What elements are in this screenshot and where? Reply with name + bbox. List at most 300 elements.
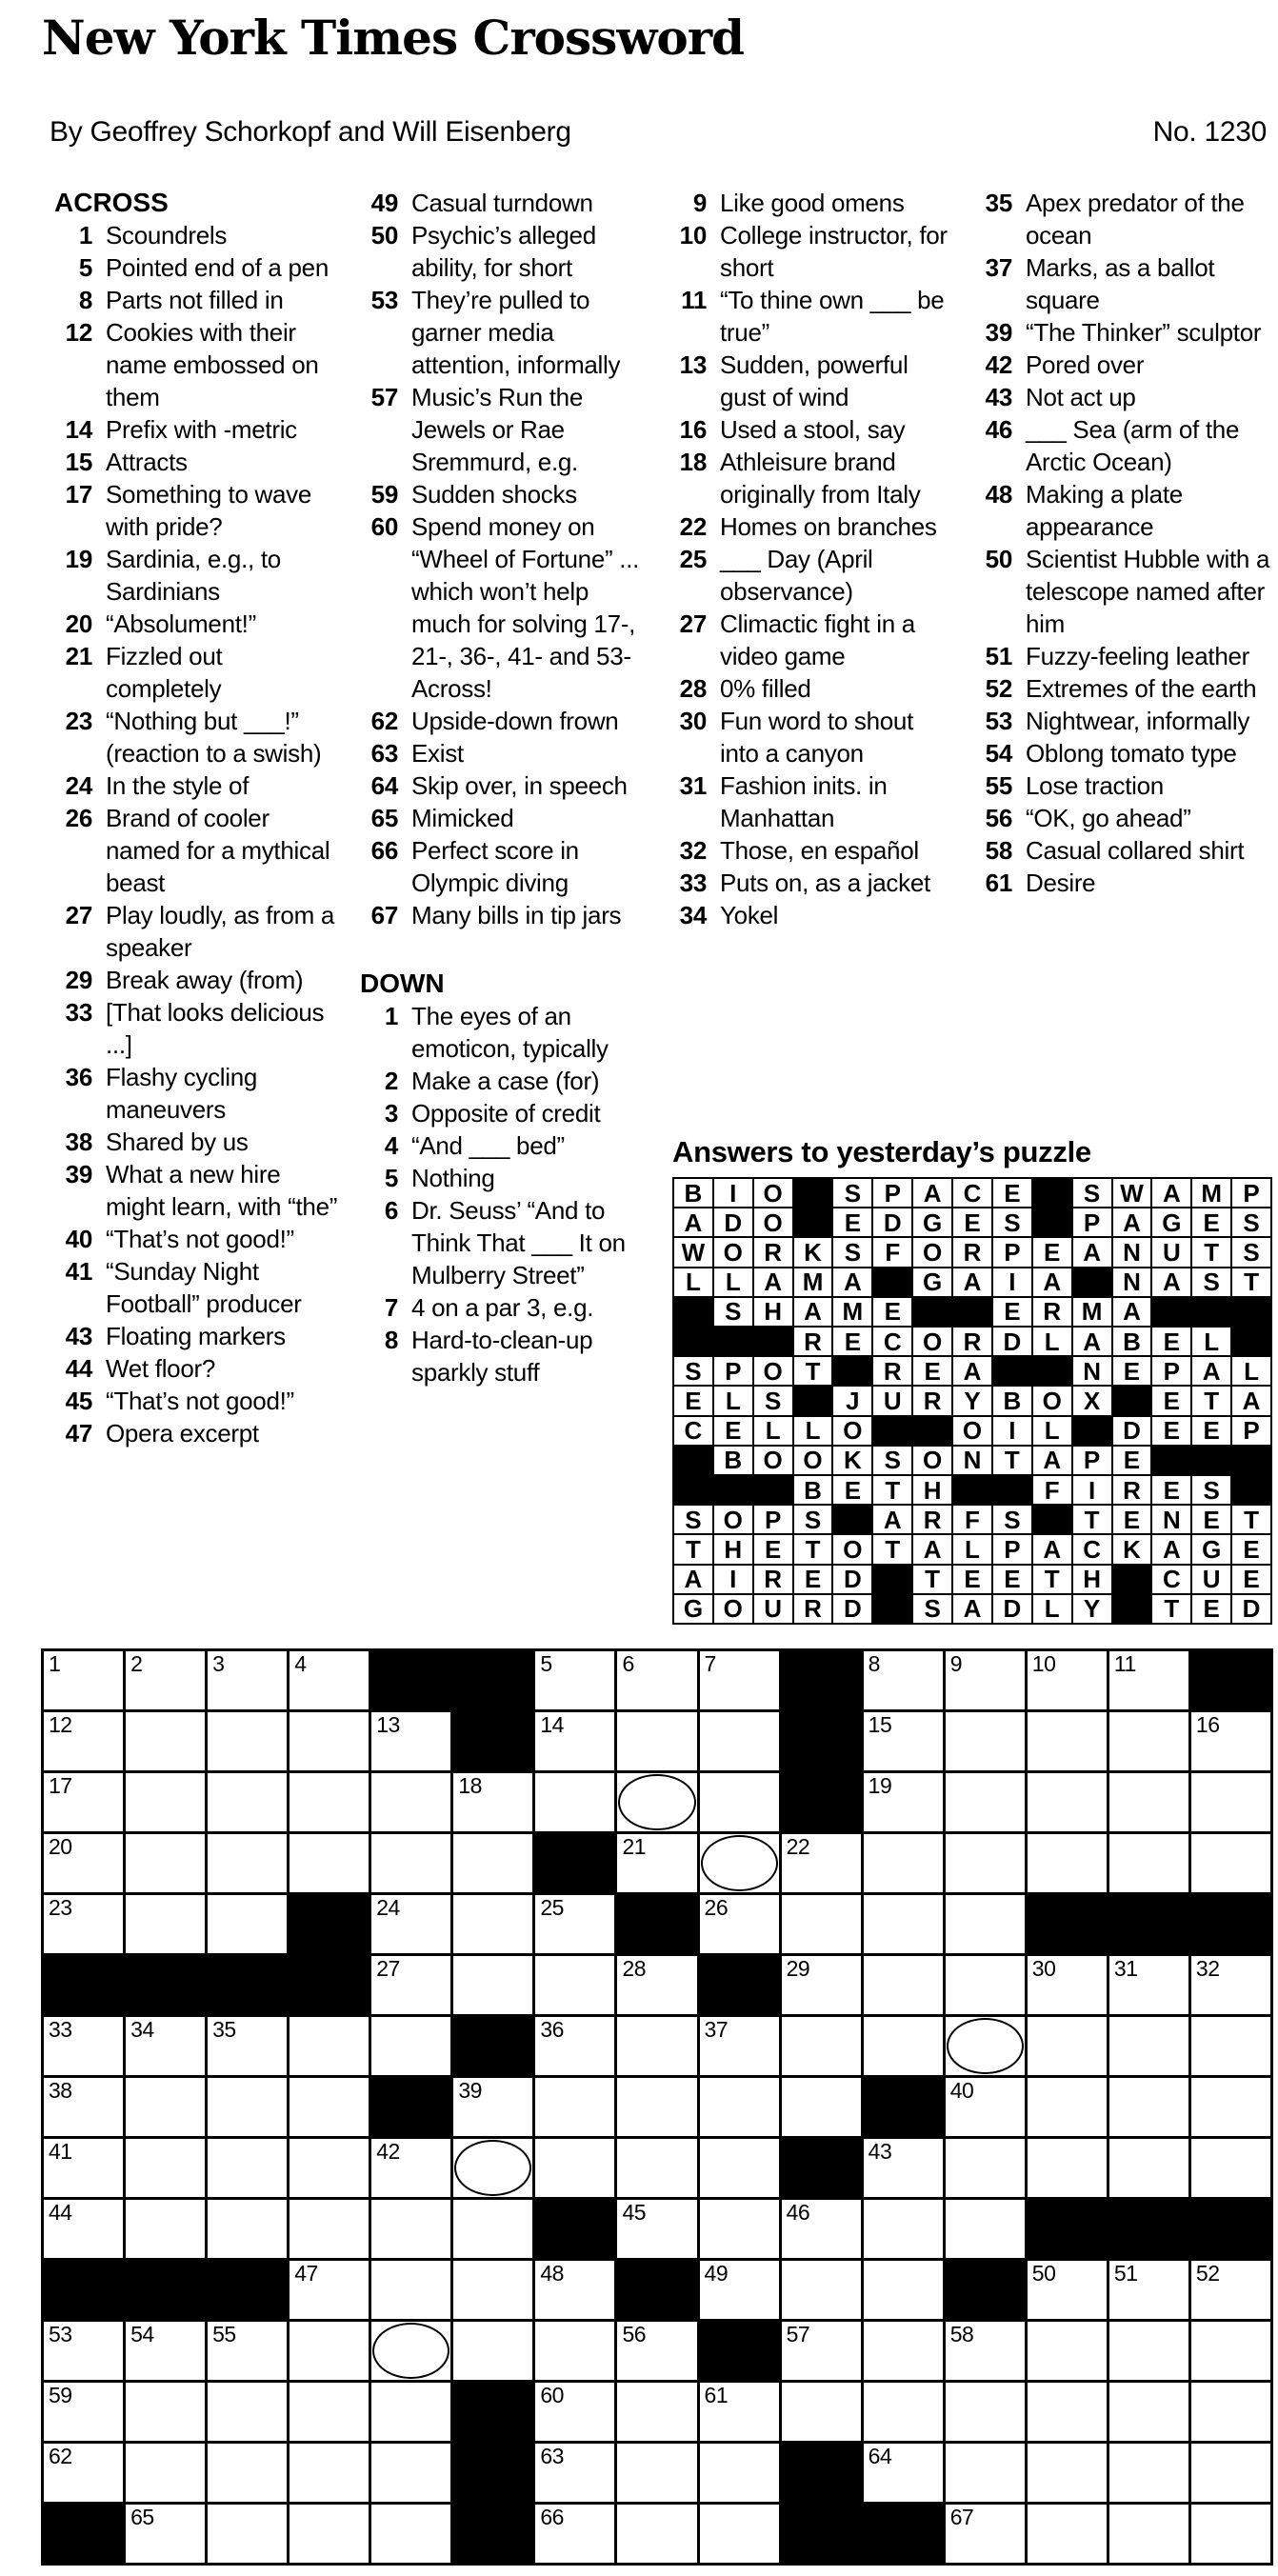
puzzle-cell[interactable] — [1028, 2078, 1107, 2136]
puzzle-cell[interactable] — [44, 2200, 123, 2258]
clue-item — [360, 1162, 649, 1194]
puzzle-cell[interactable] — [946, 1895, 1025, 1953]
puzzle-cell[interactable] — [44, 1712, 123, 1770]
answer-letter-cell: E — [1152, 1476, 1190, 1504]
puzzle-cell[interactable] — [864, 2200, 943, 2258]
clue-item — [54, 1320, 344, 1352]
answer-letter-cell: M — [833, 1298, 871, 1326]
puzzle-cell[interactable] — [126, 1712, 205, 1770]
puzzle-cell[interactable] — [864, 1773, 943, 1831]
answer-black-cell — [833, 1357, 871, 1385]
answer-letter-cell: G — [913, 1208, 951, 1236]
puzzle-cell[interactable] — [126, 2139, 205, 2197]
clue-item — [54, 1352, 344, 1385]
puzzle-cell[interactable] — [1191, 2261, 1270, 2319]
circle-marker — [947, 2018, 1024, 2074]
puzzle-cell[interactable] — [700, 1773, 779, 1831]
puzzle-cell[interactable] — [1109, 1956, 1188, 2014]
puzzle-cell[interactable] — [1028, 2322, 1107, 2380]
puzzle-cell[interactable] — [864, 1651, 943, 1709]
puzzle-cell[interactable] — [208, 1773, 287, 1831]
puzzle-cell[interactable] — [782, 1956, 861, 2014]
puzzle-cell[interactable] — [864, 1834, 943, 1892]
puzzle-cell[interactable] — [864, 2139, 943, 2197]
clue-item — [974, 705, 1278, 737]
puzzle-cell[interactable] — [44, 1773, 123, 1831]
puzzle-cell[interactable] — [1191, 2383, 1270, 2441]
puzzle-cell[interactable] — [290, 1651, 369, 1709]
puzzle-cell[interactable] — [1191, 1956, 1270, 2014]
clue-item — [974, 672, 1278, 705]
clue-text: 4 on a par 3, e.g. — [411, 1293, 594, 1322]
puzzle-cell[interactable] — [782, 1834, 861, 1892]
puzzle-cell[interactable] — [126, 1651, 205, 1709]
puzzle-cell[interactable] — [1028, 2017, 1107, 2075]
puzzle-cell[interactable] — [290, 2139, 369, 2197]
answer-black-cell — [1192, 1447, 1230, 1474]
puzzle-cell[interactable] — [290, 1712, 369, 1770]
puzzle-cell[interactable] — [290, 1773, 369, 1831]
puzzle-cell[interactable] — [290, 2017, 369, 2075]
answer-black-cell — [1232, 1328, 1270, 1355]
puzzle-cell[interactable] — [782, 2322, 861, 2380]
clue-text: Flashy cycling maneuvers — [106, 1063, 258, 1124]
clue-item — [974, 737, 1278, 769]
puzzle-cell[interactable] — [700, 2444, 779, 2502]
clue-text: Scientist Hubble with a telescope named after him — [1026, 545, 1270, 638]
puzzle-cell[interactable] — [371, 2444, 450, 2502]
puzzle-cell[interactable] — [864, 1895, 943, 1953]
puzzle-cell[interactable] — [700, 2505, 779, 2563]
answer-black-cell — [1113, 1595, 1151, 1623]
clue-column-2 — [360, 187, 649, 1388]
answer-letter-cell: U — [1152, 1238, 1190, 1266]
puzzle-cell[interactable] — [208, 2444, 287, 2502]
puzzle-cell[interactable] — [290, 2261, 369, 2319]
puzzle-cell[interactable] — [946, 2505, 1025, 2563]
puzzle-cell[interactable] — [371, 1834, 450, 1892]
answer-letter-cell: U — [754, 1595, 792, 1623]
answer-letter-cell: A — [754, 1268, 792, 1296]
puzzle-cell[interactable] — [44, 1834, 123, 1892]
puzzle-cell[interactable] — [126, 2383, 205, 2441]
puzzle-cell[interactable] — [946, 1834, 1025, 1892]
puzzle-cell[interactable] — [617, 2505, 696, 2563]
clue-item — [974, 251, 1278, 316]
puzzle-cell[interactable] — [371, 2139, 450, 2197]
puzzle-number: No. 1230 — [1152, 116, 1267, 148]
puzzle-cell[interactable] — [1109, 2383, 1188, 2441]
clue-text: Not act up — [1026, 383, 1136, 411]
puzzle-cell[interactable] — [1191, 2017, 1270, 2075]
puzzle-cell[interactable] — [208, 1651, 287, 1709]
puzzle-cell[interactable] — [44, 2078, 123, 2136]
clue-text: Prefix with -metric — [106, 415, 297, 444]
cell-number: 37 — [704, 2017, 729, 2042]
puzzle-cell[interactable] — [535, 2261, 614, 2319]
answer-letter-cell: T — [674, 1535, 712, 1563]
puzzle-cell[interactable] — [1191, 2505, 1270, 2563]
clue-number: 40 — [65, 1225, 92, 1253]
cell-number: 63 — [540, 2444, 564, 2468]
puzzle-cell[interactable] — [700, 2383, 779, 2441]
puzzle-cell[interactable] — [1028, 1773, 1107, 1831]
puzzle-cell[interactable] — [782, 1895, 861, 1953]
answer-black-cell — [674, 1298, 712, 1326]
answer-letter-cell: D — [993, 1595, 1031, 1623]
puzzle-cell[interactable] — [1028, 2261, 1107, 2319]
puzzle-cell[interactable] — [1191, 2139, 1270, 2197]
puzzle-cell[interactable] — [535, 1895, 614, 1953]
clue-number: 2 — [384, 1067, 398, 1095]
puzzle-cell[interactable] — [208, 2200, 287, 2258]
clue-item — [974, 413, 1278, 478]
puzzle-cell[interactable] — [371, 2017, 450, 2075]
answer-letter-cell: A — [1113, 1208, 1151, 1236]
puzzle-cell[interactable] — [126, 2322, 205, 2380]
puzzle-cell[interactable] — [371, 1773, 450, 1831]
puzzle-cell[interactable] — [782, 2261, 861, 2319]
clue-item — [669, 705, 958, 769]
clue-text: “Nothing but ___!” (reaction to a swish) — [106, 707, 322, 768]
puzzle-cell[interactable] — [453, 1956, 532, 2014]
puzzle-cell[interactable] — [1028, 2505, 1107, 2563]
answer-letter-cell: E — [873, 1298, 911, 1326]
answer-letter-cell: M — [1192, 1179, 1230, 1207]
puzzle-cell[interactable] — [1109, 2139, 1188, 2197]
clue-number: 20 — [65, 609, 92, 638]
puzzle-cell[interactable] — [946, 2078, 1025, 2136]
answer-letter-cell: R — [794, 1595, 832, 1623]
answer-black-cell — [953, 1476, 991, 1504]
puzzle-cell[interactable] — [126, 2200, 205, 2258]
puzzle-cell[interactable] — [1109, 2017, 1188, 2075]
clue-text: Casual collared shirt — [1026, 836, 1245, 865]
clue-text: Pored over — [1026, 350, 1145, 379]
puzzle-black-cell — [700, 1956, 779, 2014]
puzzle-cell[interactable] — [208, 2139, 287, 2197]
puzzle-cell[interactable] — [453, 2200, 532, 2258]
puzzle-cell[interactable] — [290, 2078, 369, 2136]
cell-number: 67 — [949, 2505, 974, 2529]
puzzle-cell[interactable] — [208, 1834, 287, 1892]
puzzle-cell[interactable] — [782, 2383, 861, 2441]
puzzle-cell[interactable] — [864, 2444, 943, 2502]
puzzle-cell[interactable] — [208, 2383, 287, 2441]
puzzle-cell[interactable] — [290, 1834, 369, 1892]
clue-number: 51 — [985, 642, 1012, 670]
puzzle-cell[interactable] — [1109, 2322, 1188, 2380]
cell-number: 66 — [540, 2505, 564, 2529]
puzzle-cell[interactable] — [1028, 1651, 1107, 1709]
clue-text: Attracts — [106, 448, 188, 476]
puzzle-cell[interactable] — [290, 2505, 369, 2563]
puzzle-cell[interactable] — [535, 2505, 614, 2563]
puzzle-cell[interactable] — [453, 2078, 532, 2136]
puzzle-cell[interactable] — [453, 2139, 532, 2197]
puzzle-cell[interactable] — [1028, 1956, 1107, 2014]
page-title: New York Times Crossword — [42, 10, 745, 66]
answer-letter-cell: E — [754, 1535, 792, 1563]
puzzle-cell[interactable] — [1109, 1773, 1188, 1831]
answer-letter-cell: A — [833, 1268, 871, 1296]
clue-item — [360, 834, 649, 899]
puzzle-cell[interactable] — [371, 1895, 450, 1953]
puzzle-cell[interactable] — [126, 2444, 205, 2502]
puzzle-black-cell — [782, 2444, 861, 2502]
puzzle-cell[interactable] — [782, 2078, 861, 2136]
answer-letter-cell: E — [953, 1208, 991, 1236]
puzzle-cell[interactable] — [1028, 1834, 1107, 1892]
puzzle-cell[interactable] — [371, 2383, 450, 2441]
puzzle-cell[interactable] — [617, 2444, 696, 2502]
puzzle-cell[interactable] — [44, 2017, 123, 2075]
puzzle-cell[interactable] — [1028, 2383, 1107, 2441]
puzzle-cell[interactable] — [535, 2444, 614, 2502]
answer-black-cell — [1232, 1447, 1270, 1474]
clue-item — [360, 802, 649, 834]
clue-number: 1 — [384, 1002, 398, 1030]
answer-letter-cell: P — [714, 1357, 752, 1385]
cell-number: 27 — [376, 1956, 400, 1981]
puzzle-cell[interactable] — [126, 2017, 205, 2075]
puzzle-cell[interactable] — [453, 1834, 532, 1892]
puzzle-cell[interactable] — [1109, 2261, 1188, 2319]
puzzle-cell[interactable] — [290, 2200, 369, 2258]
puzzle-cell[interactable] — [371, 1956, 450, 2014]
puzzle-cell[interactable] — [946, 1773, 1025, 1831]
puzzle-cell[interactable] — [946, 2139, 1025, 2197]
puzzle-cell[interactable] — [1191, 1834, 1270, 1892]
puzzle-cell[interactable] — [946, 2322, 1025, 2380]
puzzle-cell[interactable] — [1191, 1712, 1270, 1770]
puzzle-cell[interactable] — [371, 2505, 450, 2563]
puzzle-cell[interactable] — [946, 2383, 1025, 2441]
puzzle-cell[interactable] — [126, 2078, 205, 2136]
puzzle-cell[interactable] — [126, 1834, 205, 1892]
clue-number: 30 — [679, 707, 707, 735]
puzzle-black-cell — [946, 2261, 1025, 2319]
puzzle-cell[interactable] — [453, 1895, 532, 1953]
puzzle-cell[interactable] — [44, 2139, 123, 2197]
puzzle-cell[interactable] — [946, 1956, 1025, 2014]
puzzle-cell[interactable] — [1028, 2139, 1107, 2197]
puzzle-cell[interactable] — [1191, 2322, 1270, 2380]
puzzle-cell[interactable] — [1191, 1773, 1270, 1831]
puzzle-cell[interactable] — [126, 1895, 205, 1953]
clue-number: 54 — [985, 739, 1012, 768]
puzzle-cell[interactable] — [1109, 1834, 1188, 1892]
clue-item — [54, 608, 344, 640]
answer-black-cell — [674, 1447, 712, 1474]
puzzle-cell[interactable] — [617, 1956, 696, 2014]
puzzle-cell[interactable] — [44, 2322, 123, 2380]
puzzle-cell[interactable] — [864, 1956, 943, 2014]
answer-grid — [672, 1177, 1272, 1625]
puzzle-cell[interactable] — [535, 2017, 614, 2075]
clue-number: 37 — [985, 253, 1012, 282]
clue-text: Climactic fight in a video game — [720, 609, 915, 670]
puzzle-cell[interactable] — [864, 2261, 943, 2319]
puzzle-cell[interactable] — [535, 2078, 614, 2136]
answer-letter-cell: H — [714, 1535, 752, 1563]
answer-letter-cell: E — [1113, 1357, 1151, 1385]
puzzle-cell[interactable] — [946, 2444, 1025, 2502]
clue-item — [974, 802, 1278, 834]
puzzle-cell[interactable] — [700, 1651, 779, 1709]
clue-text: ___ Sea (arm of the Arctic Ocean) — [1026, 415, 1240, 476]
clue-item — [54, 640, 344, 705]
answer-letter-cell: K — [1113, 1535, 1151, 1563]
puzzle-cell[interactable] — [700, 2078, 779, 2136]
puzzle-cell[interactable] — [290, 2444, 369, 2502]
cell-number: 47 — [294, 2261, 318, 2286]
answer-letter-cell: O — [754, 1447, 792, 1474]
down-clue-list-3 — [974, 187, 1278, 899]
puzzle-cell[interactable] — [946, 2017, 1025, 2075]
cell-number: 61 — [704, 2383, 729, 2407]
answer-letter-cell: P — [993, 1535, 1031, 1563]
answer-letter-cell: R — [913, 1506, 951, 1533]
clue-item — [360, 1324, 649, 1388]
clue-text: Psychic’s alleged ability, for short — [411, 221, 596, 282]
puzzle-black-cell — [208, 1956, 287, 2014]
puzzle-cell[interactable] — [1109, 2078, 1188, 2136]
puzzle-cell[interactable] — [371, 2261, 450, 2319]
puzzle-cell[interactable] — [453, 2322, 532, 2380]
clue-number: 60 — [370, 512, 398, 541]
puzzle-cell[interactable] — [700, 2017, 779, 2075]
puzzle-cell[interactable] — [371, 2200, 450, 2258]
puzzle-cell[interactable] — [371, 2322, 450, 2380]
puzzle-cell[interactable] — [208, 2505, 287, 2563]
answer-letter-cell: B — [794, 1476, 832, 1504]
puzzle-cell[interactable] — [864, 2017, 943, 2075]
answer-letter-cell: O — [833, 1417, 871, 1445]
puzzle-cell[interactable] — [700, 1712, 779, 1770]
puzzle-cell[interactable] — [782, 2017, 861, 2075]
puzzle-cell[interactable] — [700, 2261, 779, 2319]
answer-letter-cell: E — [833, 1476, 871, 1504]
puzzle-cell[interactable] — [290, 2383, 369, 2441]
puzzle-cell[interactable] — [535, 2139, 614, 2197]
answer-letter-cell: A — [1033, 1268, 1071, 1296]
clue-text: Scoundrels — [106, 221, 228, 250]
clue-text: Marks, as a ballot square — [1026, 253, 1215, 314]
puzzle-cell[interactable] — [453, 2261, 532, 2319]
answer-letter-cell: L — [1192, 1328, 1230, 1355]
puzzle-cell[interactable] — [946, 1712, 1025, 1770]
puzzle-cell[interactable] — [126, 2505, 205, 2563]
clue-text: Fun word to shout into a canyon — [720, 707, 914, 768]
puzzle-cell[interactable] — [617, 1834, 696, 1892]
puzzle-cell[interactable] — [946, 1651, 1025, 1709]
answer-black-cell — [674, 1476, 712, 1504]
puzzle-cell[interactable] — [617, 2139, 696, 2197]
puzzle-cell[interactable] — [617, 2017, 696, 2075]
puzzle-cell[interactable] — [864, 2322, 943, 2380]
puzzle-cell[interactable] — [782, 2200, 861, 2258]
puzzle-cell[interactable] — [208, 1712, 287, 1770]
answer-letter-cell: A — [913, 1535, 951, 1563]
puzzle-cell[interactable] — [700, 1895, 779, 1953]
clue-item — [360, 1291, 649, 1324]
clue-text: The eyes of an emoticon, typically — [411, 1002, 609, 1063]
puzzle-cell[interactable] — [208, 2078, 287, 2136]
puzzle-cell[interactable] — [1109, 1712, 1188, 1770]
clue-text: Used a stool, say — [720, 415, 906, 444]
clue-number: 27 — [679, 609, 707, 638]
puzzle-cell[interactable] — [617, 1651, 696, 1709]
puzzle-cell[interactable] — [126, 1773, 205, 1831]
puzzle-cell[interactable] — [208, 1895, 287, 1953]
puzzle-cell[interactable] — [617, 2078, 696, 2136]
puzzle-cell[interactable] — [1028, 2444, 1107, 2502]
puzzle-cell[interactable] — [535, 1651, 614, 1709]
cell-number: 26 — [704, 1895, 729, 1920]
cell-number: 65 — [130, 2505, 154, 2529]
puzzle-cell[interactable] — [617, 2200, 696, 2258]
clue-text: Casual turndown — [411, 189, 593, 217]
puzzle-cell[interactable] — [617, 2383, 696, 2441]
puzzle-cell[interactable] — [1109, 1651, 1188, 1709]
cell-number: 28 — [622, 1956, 647, 1981]
answer-letter-cell: L — [794, 1417, 832, 1445]
puzzle-cell[interactable] — [44, 2383, 123, 2441]
puzzle-cell[interactable] — [1109, 2505, 1188, 2563]
cell-number: 2 — [130, 1651, 143, 1676]
puzzle-cell[interactable] — [617, 1712, 696, 1770]
clue-item — [360, 284, 649, 381]
puzzle-cell[interactable] — [208, 2322, 287, 2380]
puzzle-cell[interactable] — [946, 2200, 1025, 2258]
clue-item — [54, 1223, 344, 1255]
puzzle-cell[interactable] — [208, 2017, 287, 2075]
clue-number: 14 — [65, 415, 92, 444]
puzzle-cell[interactable] — [44, 1651, 123, 1709]
answer-letter-cell: T — [1033, 1566, 1071, 1593]
answer-letter-cell: T — [993, 1447, 1031, 1474]
puzzle-cell[interactable] — [1109, 2444, 1188, 2502]
puzzle-cell[interactable] — [700, 2139, 779, 2197]
puzzle-cell[interactable] — [864, 1712, 943, 1770]
puzzle-cell[interactable] — [535, 2322, 614, 2380]
puzzle-cell[interactable] — [617, 2322, 696, 2380]
puzzle-cell[interactable] — [700, 2200, 779, 2258]
clue-number: 17 — [65, 480, 92, 509]
puzzle-cell[interactable] — [535, 2383, 614, 2441]
puzzle-cell[interactable] — [1191, 2444, 1270, 2502]
puzzle-cell[interactable] — [290, 2322, 369, 2380]
puzzle-cell[interactable] — [864, 2383, 943, 2441]
puzzle-cell[interactable] — [535, 1773, 614, 1831]
byline-row — [50, 116, 1267, 149]
clue-number: 50 — [370, 221, 398, 250]
puzzle-cell[interactable] — [535, 1956, 614, 2014]
puzzle-cell[interactable] — [453, 1773, 532, 1831]
puzzle-cell[interactable] — [44, 1895, 123, 1953]
puzzle-cell[interactable] — [1191, 2078, 1270, 2136]
answer-letter-cell: A — [953, 1595, 991, 1623]
cell-number: 17 — [49, 1773, 72, 1798]
puzzle-cell[interactable] — [371, 1712, 450, 1770]
puzzle-cell[interactable] — [1028, 1712, 1107, 1770]
puzzle-cell[interactable] — [535, 1712, 614, 1770]
cell-number: 21 — [622, 1834, 647, 1859]
puzzle-cell[interactable] — [44, 2444, 123, 2502]
puzzle-cell[interactable] — [700, 1834, 779, 1892]
puzzle-cell[interactable] — [617, 1773, 696, 1831]
